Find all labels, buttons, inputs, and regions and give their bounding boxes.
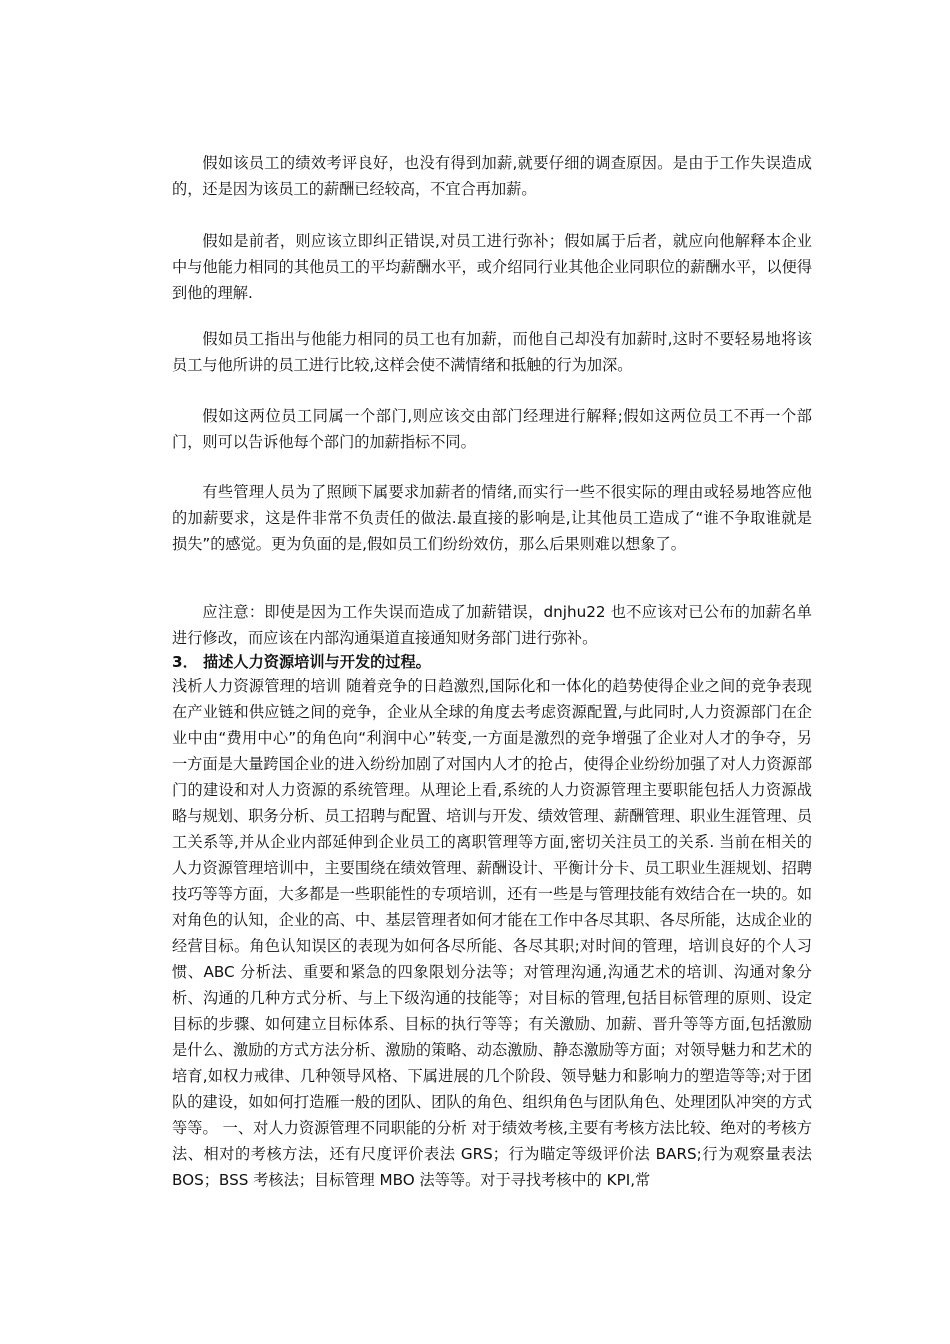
paragraph-6: 应注意：即使是因为工作失误而造成了加薪错误，dnjhu22 也不应该对已公布的加薪名单进行修改，而应该在内部沟通渠道直接通知财务部门进行弥补。 xyxy=(172,603,812,647)
paragraph-5: 有些管理人员为了照顾下属要求加薪者的情绪,而实行一些不很实际的理由或轻易地答应他的加薪要求，这是件非常不负责任的做法.最直接的影响是,让其他员工造成了“谁不争取谁就是损失”的感觉。更为负面的是,假如员工们纷纷效仿，那么后果则难以想象了。 xyxy=(172,483,812,553)
paragraph-1: 假如该员工的绩效考评良好，也没有得到加薪,就要仔细的调查原因。是由于工作失误造成的，还是因为该员工的薪酬已经较高，不宜合再加薪。 xyxy=(172,154,812,198)
paragraph-2: 假如是前者，则应该立即纠正错误,对员工进行弥补；假如属于后者，就应向他解释本企业中与他能力相同的其他员工的平均薪酬水平，或介绍同行业其他企业同职位的薪酬水平，以便得到他的理解. xyxy=(172,232,812,302)
paragraph-3: 假如员工指出与他能力相同的员工也有加薪，而他自己却没有加薪时,这时不要轻易地将该员工与他所讲的员工进行比较,这样会使不满情绪和抵触的行为加深。 xyxy=(172,330,812,374)
paragraph-4: 假如这两位员工同属一个部门,则应该交由部门经理进行解释;假如这两位员工不再一个部门，则可以告诉他每个部门的加薪指标不同。 xyxy=(172,407,812,451)
body-text: 浅析人力资源管理的培训 随着竞争的日趋激烈,国际化和一体化的趋势使得企业之间的竞争表现在产业链和供应链之间的竞争，企业从全球的角度去考虑资源配置,与此同时,人力资源部门在企业中由“费用中心”的角色向“利润中心”转变,一方面是激烈的竞争增强了企业对人才的争夺，另一方面是大量跨国企业的进入纷纷加剧了对国内人才的抢占，使得企业纷纷加强了对人力资源部门的建设和对人力资源的系统管理。从理论上看,系统的人力资源管理主要职能包括人力资源战略与规划、职务分析、员工招聘与配置、培训与开发、绩效管理、薪酬管理、职业生涯管理、员工关系等,并从企业内部延伸到企业员工的离职管理等方面,密切关注员工的关系. 当前在相关的人力资源管理培训中，主要围绕在绩效管理、薪酬设计、平衡计分卡、员工职业生涯规划、招聘技巧等等方面，大多都是一些职能性的专项培训，还有一些是与管理技能有效结合在一块的。如对角色的认知，企业的高、中、基层管理者如何才能在工作中各尽其职、各尽所能，达成企业的经营目标。角色认知误区的表现为如何各尽所能、各尽其职;对时间的管理，培训良好的个人习惯、ABC 分析法、重要和紧急的四象限划分法等；对管理沟通,沟通艺术的培训、沟通对象分析、沟通的几种方式分析、与上下级沟通的技能等；对目标的管理,包括目标管理的原则、设定目标的步骤、如何建立目标体系、目标的执行等等；有关激励、加薪、晋升等等方面,包括激励是什么、激励的方式方法分析、激励的策略、动态激励、静态激励等方面；对领导魅力和艺术的培育,如权力戒律、几种领导风格、下属进展的几个阶段、领导魅力和影响力的塑造等等;对于团队的建设，如如何打造雁一般的团队、团队的角色、组织角色与团队角色、处理团队冲突的方式等等。 一、对人力资源管理不同职能的分析 对于绩效考核,主要有考核方法比较、绝对的考核方法、相对的考核方法，还有尺度评价表法 GRS；行为瞄定等级评价法 BARS;行为观察量表法 BOS；BSS 考核法；目标管理 MBO 法等等。对于寻找考核中的 KPI,常 xyxy=(172,677,812,1189)
section-heading: 3． 描述人力资源培训与开发的过程。 xyxy=(172,653,431,671)
